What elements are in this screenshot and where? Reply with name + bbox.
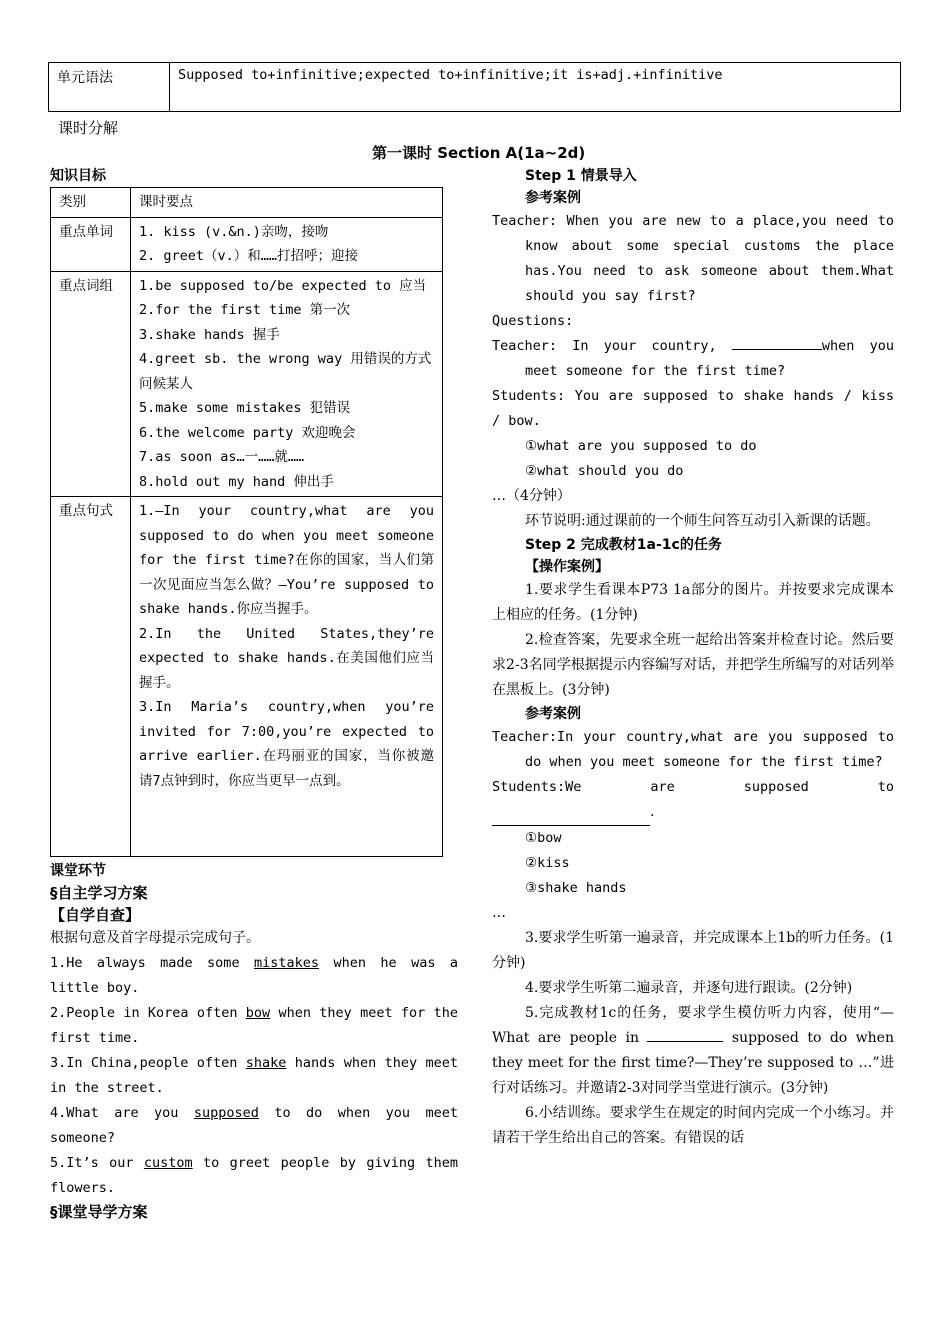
list-item: 2. greet（v.）和……打招呼；迎接: [139, 248, 359, 264]
procedure-item: 4.要求学生听第二遍录音，并逐句进行跟读。(2分钟): [525, 980, 853, 996]
questions-label: Questions:: [492, 313, 574, 329]
exercise-answer: supposed: [193, 1105, 259, 1121]
list-item: 3.In Maria’s country,when you’re invited for 7:00,you’re expected to arrive earlier.在玛丽亚的国家，当你被邀请7点钟到时，你应当更早一点到。: [139, 699, 434, 789]
lesson-title: 第一课时 Section A(1a~2d): [372, 144, 586, 162]
grammar-label: 单元语法: [49, 63, 170, 112]
answer-item: ②kiss: [525, 855, 570, 871]
classroom-heading: 课堂环节: [50, 863, 106, 879]
exercise-answer: shake: [245, 1055, 287, 1071]
step1-heading: Step 1 情景导入: [525, 168, 637, 184]
ref-case-heading: 参考案例: [525, 190, 581, 206]
students-line: Students: You are supposed to shake hands / kiss / bow.: [492, 388, 894, 429]
right-column: [492, 165, 894, 1151]
exercise-item: 5.It’s our custom to greet people by giving them flowers.: [50, 1155, 458, 1196]
list-item: 2.In the United States,they’re expected to shake hands.在美国他们应当握手。: [139, 625, 434, 691]
unit-breakdown: 课时分解: [58, 119, 119, 137]
list-item: 6.the welcome party 欢迎晚会: [139, 424, 356, 441]
procedure-item: 1.要求学生看课本P73 1a部分的图片。并按要求完成课本上相应的任务。(1分钟): [492, 582, 894, 623]
teacher-line: Teacher: When you are new to a place,you need to know about some special customs the place has.You need to ask someone about them.What should you say first?: [492, 213, 894, 304]
option-item: ②what should you do: [525, 463, 684, 479]
teacher-line: Teacher: In your country, when you meet someone for the first time?: [492, 338, 894, 379]
section-note: 环节说明:通过课前的一个师生问答互动引入新课的话题。: [525, 513, 880, 529]
op-case-heading: 【操作案例】: [525, 559, 609, 575]
answer-item: ①bow: [525, 830, 562, 846]
time-note: …（4分钟）: [492, 488, 571, 504]
row-category: 重点句式: [51, 497, 131, 857]
list-item: 5.make some mistakes 犯错误: [139, 400, 351, 416]
exercise-answer: mistakes: [254, 955, 320, 971]
list-item: 1.—In your country,what are you supposed to do when you meet someone for the first time?在你的国家，当人们第一次见面应当怎么做？—You’re supposed to shake hands.你应当握手。: [139, 503, 434, 617]
exercise-item: 3.In China,people often shake hands when they meet in the street.: [50, 1055, 458, 1096]
list-item: 4.greet sb. the wrong way 用错误的方式问候某人: [139, 351, 432, 392]
answer-item: ③shake hands: [525, 880, 627, 896]
ellipsis: …: [492, 905, 506, 921]
procedure-item: 6.小结训练。要求学生在规定的时间内完成一个小练习。并请若干学生给出自己的答案。有错误的话: [492, 1105, 894, 1146]
left-column: [50, 165, 460, 1223]
ref-case-heading: 参考案例: [525, 706, 581, 722]
self-study-heading: §自主学习方案: [50, 884, 148, 902]
exercise-answer: custom: [143, 1155, 193, 1171]
list-item: 7.as soon as…一……就……: [139, 449, 305, 465]
list-item: 1. kiss (v.&n.)亲吻，接吻: [139, 223, 329, 240]
students-blank: .: [492, 800, 894, 826]
teacher-line: Teacher:In your country,what are you supposed to do when you meet someone for the first time?: [492, 729, 894, 770]
knowledge-goal-heading: 知识目标: [50, 168, 106, 184]
list-item: 8.hold out my hand 伸出手: [139, 473, 334, 490]
list-item: 2.for the first time 第一次: [139, 302, 351, 318]
exercise-item: 1.He always made some mistakes when he was a little boy.: [50, 955, 458, 996]
table-header-category: 类别: [51, 188, 131, 218]
guided-plan-heading: §课堂导学方案: [50, 1203, 148, 1221]
grammar-content: Supposed to+infinitive;expected to+infinitive;it is+adj.+infinitive: [170, 63, 901, 112]
students-line: Students:We are supposed to: [492, 779, 894, 795]
procedure-item: 3.要求学生听第一遍录音，并完成课本上1b的听力任务。(1分钟): [492, 930, 894, 971]
exercise-answer: bow: [245, 1005, 271, 1021]
self-check-heading: 【自学自查】: [50, 906, 141, 924]
row-category: 重点单词: [51, 217, 131, 271]
step2-heading: Step 2 完成教材1a-1c的任务: [525, 537, 722, 553]
grammar-table: [48, 62, 901, 112]
knowledge-goal-table: [50, 187, 443, 857]
row-category: 重点词组: [51, 271, 131, 497]
exercise-item: 4.What are you supposed to do when you meet someone?: [50, 1105, 458, 1146]
procedure-item: 2.检查答案，先要求全班一起给出答案并检查讨论。然后要求2-3名同学根据提示内容编写对话，并把学生所编写的对话列举在黑板上。(3分钟): [492, 632, 894, 698]
option-item: ①what are you supposed to do: [525, 438, 757, 454]
exercise-item: 2.People in Korea often bow when they meet for the first time.: [50, 1005, 458, 1046]
list-item: 1.be supposed to/be expected to 应当: [139, 277, 427, 294]
table-header-points: 课时要点: [131, 188, 443, 218]
exercise-list: [50, 951, 458, 1201]
list-item: 3.shake hands 握手: [139, 326, 280, 343]
procedure-item: 5.完成教材1c的任务，要求学生模仿听力内容，使用“—What are people in supposed to do when they meet for the first time?—They’re supposed to …”进行对话练习。并邀请2-3对同学当堂进行演示。(3分钟): [492, 1005, 894, 1096]
exercise-instruction: 根据句意及首字母提示完成句子。: [50, 930, 260, 946]
